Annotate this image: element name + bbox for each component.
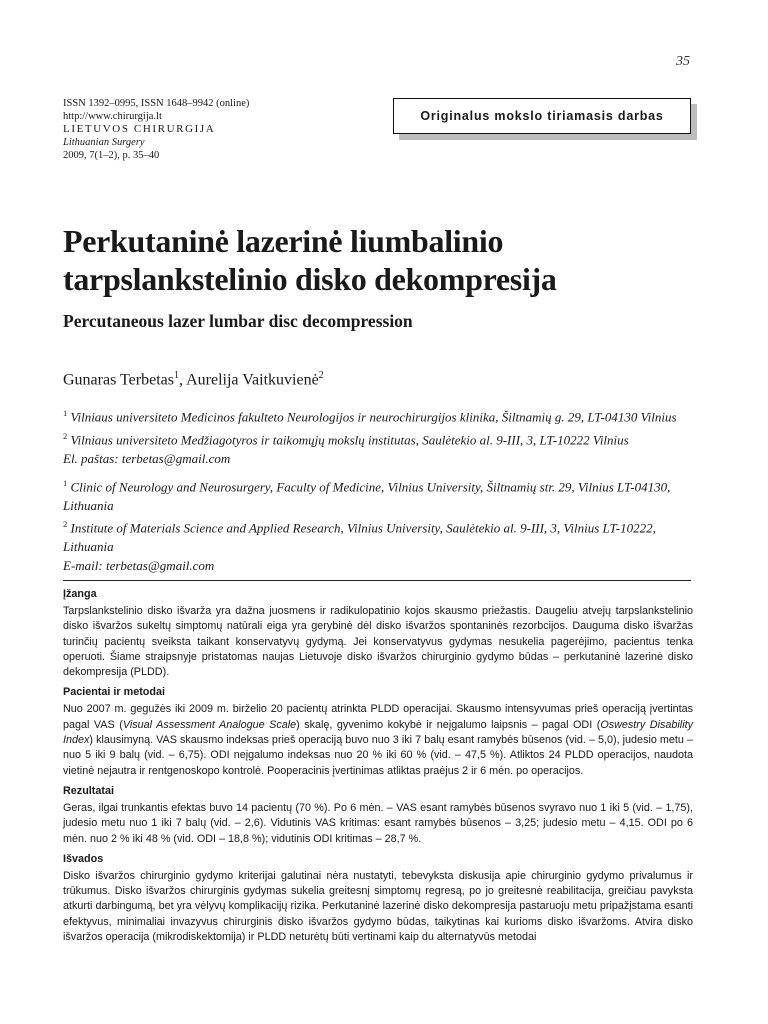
article-title-lt: Perkutaninė lazerinė liumbalinio tarpslankstelinio disko dekompresija: [63, 223, 557, 297]
author-affiliation-mark: 2: [318, 370, 324, 381]
section-heading-results: Rezultatai: [63, 784, 114, 797]
author-separator: ,: [178, 371, 187, 389]
affiliations: [63, 404, 703, 575]
article-type-badge: Originalus mokslo tiriamasis darbas: [393, 98, 691, 134]
section-heading-conclusions: Išvados: [63, 852, 104, 865]
journal-name-en: Lithuanian Surgery: [63, 137, 145, 148]
email-en: E-mail: terbetas@gmail.com: [63, 557, 215, 573]
author-name: Aurelija Vaitkuvienė: [186, 371, 319, 389]
journal-name: LIETUVOS CHIRURGIJA: [63, 123, 216, 135]
abstract: [63, 586, 693, 949]
article-title-en: Percutaneous lazer lumbar disc decompression: [63, 311, 413, 331]
section-heading-methods: Pacientai ir metodai: [63, 686, 166, 699]
journal-issn: ISSN 1392–0995, ISSN 1648–9942 (online): [63, 98, 250, 109]
affiliation-lt-2: $^2$ Vilniaus universiteto Medžiagotyros ir taikomųjų mokslų institutas, Saulėtekio al. 9-III, 3, LT-10222 Vilnius: [63, 430, 629, 448]
journal-url[interactable]: http://www.chirurgija.lt: [63, 111, 162, 122]
email-lt: El. paštas: terbetas@gmail.com: [63, 450, 231, 466]
section-divider: [63, 580, 691, 581]
section-text-conclusions: Disko išvaržos chirurginio gydymo kriterijai galutinai nėra nustatyti, tebevyksta diskusija apie chirurginio gydymo privalumus ir trūkumus. Disko išvaržos chirurginis gydymas sukelia greitesnį simptomų regresą, po jo greitesnė reabilitacija, greičiau pavyksta atkurti darbingumą, bet yra vėlyvų komplikacijų rizika. Perkutaninė lazerinė disko dekompresija pastaruoju metu pripažįstama esanti efektyvus, minimaliai invazyvus chirurginis disko išvaržos gydymo būdas, taikytinas kai kurioms disko išvaržoms. Atvira disko išvaržos operacija (mikrodiskektomija) ir PLDD neturėtų būti vertinami kaip du alternatyvūs metodai: [63, 869, 693, 944]
author-affiliation-mark: 1: [173, 370, 179, 381]
author-list: [63, 370, 324, 389]
section-text-results: Geras, ilgai trunkantis efektas buvo 14 pacientų (70 %). Po 6 mėn. – VAS esant ramybės būsenos svyravo nuo 1 iki 5 (vid. – 1,75), judesio metu nuo 1 iki 7 balų (vid. – 2,6). Vidutinis VAS kritimas: esant ramybės būsenos – 3,25; judesio metu – 4,15. ODI po 6 mėn. nuo 2 % iki 48 % (vid. ODI – 18,8 %); vidutinis ODI kritimas – 28,7 %.: [63, 801, 693, 845]
section-heading-intro: Įžanga: [63, 588, 97, 600]
journal-citation: 2009, 7(1–2), p. 35–40: [63, 150, 160, 161]
author-name: Gunaras Terbetas: [63, 371, 174, 389]
section-text-intro: Tarpslankstelinio disko išvarža yra dažna juosmens ir radikulopatinio kojos skausmo priežastis. Daugeliu atvejų tarpslankstelinio disko išvaržos sukeltų simptomų natūrali eiga yra gerybinė dėl disko išvaržos spontaninės rezorbcijos. Dauguma disko išvaržas turinčių pacientų sveiksta taikant konservatyvų gydymą. Jei konservatyvus gydymas nesukelia pagerėjimo, pacientus tenka operuoti. Šiame straipsnyje pristatomas naujas Lietuvoje disko išvaržos chirurginio gydymo būdas – perkutaninė lazerinė disko dekompresija (PLDD).: [63, 605, 693, 679]
affiliation-en-2: $^2$ Institute of Materials Science and Applied Research, Vilnius University, Saulėtekio al. 9-III, 3, Vilnius LT-10222, Lithuania: [63, 519, 656, 555]
page-number: 35: [676, 54, 690, 69]
section-text-methods: Nuo 2007 m. gegužės iki 2009 m. birželio 20 pacientų atrinkta PLDD operacijai. Skausmo intensyvumas prieš operaciją įvertintas pagal VAS (Visual Assessment Analogue Scale) skalę, gyvenimo kokybė ir neįgalumo laipsnis – pagal ODI (Oswestry Disability Index) klausimyną. VAS skausmo indeksas prieš operaciją buvo nuo 3 iki 7 balų esant ramybės būsenos (vid. – 5,0), judesio metu – nuo 5 iki 9 balų (vid. – 6,75). ODI neįgalumo indeksas nuo 20 % iki 60 % (vid. – 47,5 %). Atliktos 24 PLDD operacijos, naudota vietinė nejautra ir rentgenoskopo kontrolė. Pooperacinis įvertinimas atliktas praėjus 2 ir 6 mėn. po operacijos.: [63, 703, 693, 777]
journal-info: [63, 97, 249, 162]
affiliation-en-1: $^1$ Clinic of Neurology and Neurosurgery, Faculty of Medicine, Vilnius University, Šiltnamių str. 29, Vilnius LT-04130, Lithuania: [63, 478, 671, 513]
affiliation-lt-1: $^1$ Vilniaus universiteto Medicinos fakulteto Neurologijos ir neurochirurgijos klinika, Šiltnamių g. 29, LT-04130 Vilnius: [63, 408, 677, 425]
